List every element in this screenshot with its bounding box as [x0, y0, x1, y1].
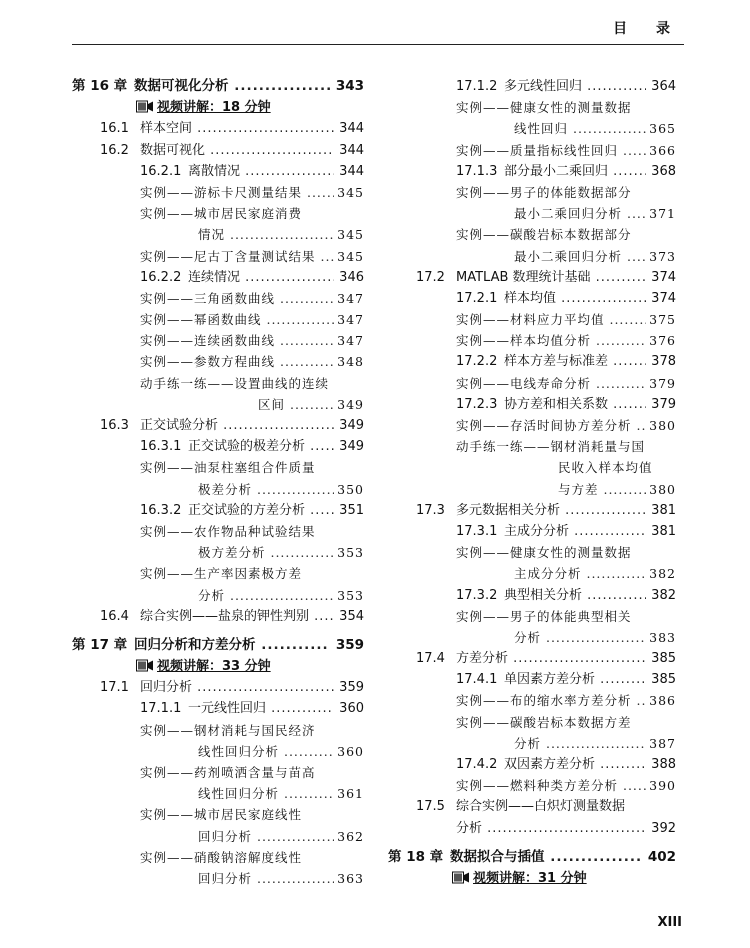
toc-example-entry	[388, 775, 676, 796]
subsection-number: 17.1.1	[140, 701, 182, 717]
page-ref: 343	[330, 76, 364, 97]
toc-example-entry	[388, 690, 676, 711]
entry-text: 实例——电线寿命分析	[456, 375, 592, 391]
toc-example-entry	[388, 542, 676, 563]
entry-text: 实例——男子的体能典型相关	[456, 608, 632, 624]
toc-example-entry	[388, 224, 676, 245]
entry-text: 区间	[258, 396, 286, 412]
page-ref: 360	[334, 741, 364, 762]
video-duration-label: 视频讲解：18 分钟	[157, 100, 271, 116]
toc-section-entry	[388, 267, 676, 288]
toc-example-entry	[388, 415, 676, 436]
chapter-title: 数据拟合与插值	[450, 848, 545, 865]
section-number: 17.1	[100, 680, 129, 696]
section-number: 17.5	[416, 799, 445, 815]
video-duration-label: 视频讲解：33 分钟	[157, 659, 271, 675]
subsection-number: 17.2.3	[456, 396, 498, 412]
entry-text: 极方差分析	[198, 545, 266, 561]
video-lecture-note	[72, 656, 364, 677]
section-title: 回归分析	[140, 680, 193, 696]
section-number: 17.4	[416, 651, 445, 667]
chapter-number: 第 18 章	[388, 848, 444, 865]
subsection-title: 正交试验的方差分析	[188, 502, 306, 518]
subsection-number: 17.4.1	[456, 672, 498, 688]
toc-example-entry	[72, 762, 364, 783]
toc-example-entry	[72, 521, 364, 542]
page-ref: 359	[330, 635, 364, 656]
toc-section-entry	[388, 500, 676, 521]
page-ref: 350	[334, 479, 364, 500]
subsection-title: 双因素方差分析	[504, 757, 596, 772]
section-number: 16.4	[100, 608, 129, 624]
page-ref: 381	[646, 521, 676, 542]
page-ref: 380	[646, 479, 676, 500]
chapter-gap	[72, 627, 364, 635]
entry-text: 实例——药剂喷洒含量与苗高	[140, 765, 316, 780]
toc-continuation-line	[388, 479, 676, 500]
section-number: 17.2	[416, 269, 445, 285]
toc-continuation-line	[72, 741, 364, 762]
toc-example-entry	[388, 712, 676, 733]
page-ref: 387	[646, 733, 676, 754]
subsection-title: 多元线性回归	[504, 79, 583, 94]
entry-text: 实例——油泵柱塞组合件质量	[140, 460, 316, 476]
page-ref: 381	[646, 500, 676, 521]
page-ref: 388	[646, 754, 676, 775]
toc-chapter-entry	[388, 847, 676, 868]
entry-text: 实例——男子的体能数据部分	[456, 184, 632, 200]
entry-text: 实例——样本均值分析	[456, 333, 592, 349]
entry-text: 实例——布的缩水率方差分析	[456, 693, 632, 709]
subsection-title: 样本均值	[504, 290, 557, 306]
toc-subsection-entry	[388, 521, 676, 542]
toc-example-entry	[388, 330, 676, 351]
entry-text: 分析	[514, 735, 542, 751]
entry-text: 实例——连续函数曲线	[140, 333, 276, 349]
page-ref: 374	[646, 288, 676, 309]
page-ref: 378	[646, 351, 676, 372]
entry-text: 实例——农作物品种试验结果	[140, 523, 316, 539]
toc-section-entry	[72, 606, 364, 627]
page-ref: 366	[646, 140, 676, 161]
video-duration-label: 视频讲解：31 分钟	[473, 870, 587, 886]
toc-subsection-entry	[388, 669, 676, 690]
page-ref: 376	[646, 330, 676, 351]
toc-continuation-line	[72, 479, 364, 500]
entry-text: 实例——存活时间协方差分析	[456, 418, 632, 433]
running-header-title: 目 录	[613, 21, 682, 37]
toc-example-entry	[72, 182, 364, 203]
toc-example-entry	[388, 606, 676, 627]
toc-subsection-entry	[72, 436, 364, 457]
toc-continuation-line	[72, 394, 364, 415]
toc-subsection-entry	[388, 76, 676, 97]
subsection-number: 17.1.2	[456, 79, 498, 94]
page-ref: 382	[646, 563, 676, 584]
entry-text: 实例——质量指标线性回归	[456, 142, 619, 158]
page-ref: 385	[646, 648, 676, 669]
toc-continuation-line	[388, 818, 676, 839]
page-ref: 349	[334, 415, 364, 436]
section-title: 综合实例——盐泉的钾性判别	[140, 608, 310, 624]
toc-section-entry	[388, 796, 676, 817]
entry-text: 分析	[456, 820, 483, 836]
subsection-title: 一元线性回归	[188, 701, 267, 717]
video-lecture-note	[388, 868, 676, 889]
page-ref: 351	[334, 500, 364, 521]
toc-example-entry	[388, 97, 676, 118]
entry-text: 实例——健康女性的测量数据	[456, 545, 632, 561]
entry-text: 实例——游标卡尺测量结果	[140, 184, 303, 200]
section-title: 正交试验分析	[140, 418, 219, 433]
page-ref: 347	[334, 288, 364, 309]
entry-text: 实例——材料应力平均值	[456, 312, 605, 328]
entry-text: 实例——城市居民家庭消费	[140, 206, 303, 222]
toc-continuation-line	[388, 457, 676, 478]
section-number: 17.3	[416, 502, 445, 518]
page-ref: 365	[646, 118, 676, 139]
page-ref: 359	[334, 677, 364, 698]
page-ref: 347	[334, 330, 364, 351]
page-number: XIII	[657, 915, 682, 930]
page-ref: 371	[646, 203, 676, 224]
toc-continuation-line	[72, 585, 364, 606]
toc-continuation-line	[388, 733, 676, 754]
entry-text: 主成分分析	[514, 566, 582, 582]
page-ref: 344	[334, 140, 364, 161]
video-icon	[452, 870, 470, 883]
chapter-number: 第 17 章	[72, 636, 128, 653]
toc-subsection-entry	[388, 351, 676, 372]
entry-text: 最小二乘回归分析	[514, 248, 623, 264]
entry-text: 实例——健康女性的测量数据	[456, 100, 632, 116]
toc-section-entry	[72, 415, 364, 436]
toc-continuation-line	[72, 783, 364, 804]
toc-example-entry	[72, 457, 364, 478]
entry-text: 与方差	[558, 481, 599, 497]
video-lecture-note	[72, 97, 364, 118]
entry-text: 实例——尼古丁含量测试结果	[140, 248, 316, 264]
page-ref: 379	[646, 373, 676, 394]
page-ref: 349	[334, 436, 364, 457]
toc-example-entry	[388, 140, 676, 161]
page-ref: 344	[334, 118, 364, 139]
toc-section-entry	[72, 118, 364, 139]
subsection-title: 协方差和相关系数	[504, 396, 609, 412]
toc-continuation-line	[388, 118, 676, 139]
toc-example-entry	[72, 288, 364, 309]
entry-text: 实例——碳酸岩标本数据部分	[456, 227, 632, 243]
video-icon	[136, 99, 154, 112]
toc-left-column	[72, 76, 364, 889]
subsection-title: 连续情况	[188, 269, 241, 285]
page-ref: 362	[334, 826, 364, 847]
entry-text: 线性回归分析	[198, 743, 280, 759]
subsection-number: 16.3.2	[140, 502, 182, 518]
entry-text: 线性回归分析	[198, 786, 280, 802]
chapter-number: 第 16 章	[72, 78, 128, 94]
subsection-title: 部分最小二乘回归	[504, 163, 609, 179]
section-title: 样本空间	[140, 121, 193, 137]
page-ref: 346	[334, 267, 364, 288]
subsection-title: 典型相关分析	[504, 587, 583, 603]
toc-example-entry	[72, 563, 364, 584]
entry-text: 动手练一练——设置曲线的连续	[140, 375, 330, 391]
toc-example-entry	[72, 373, 364, 394]
page-ref: 348	[334, 351, 364, 372]
toc-example-entry	[72, 351, 364, 372]
chapter-title: 数据可视化分析	[134, 78, 229, 94]
page-ref: 364	[646, 76, 676, 97]
subsection-number: 17.2.2	[456, 354, 498, 370]
page-ref: 354	[334, 606, 364, 627]
page-ref: 345	[334, 182, 364, 203]
page-ref: 363	[334, 868, 364, 889]
page-ref: 379	[646, 394, 676, 415]
page-ref: 345	[334, 224, 364, 245]
entry-text: 线性回归	[514, 121, 569, 137]
page-ref: 392	[646, 818, 676, 839]
toc-chapter-entry	[72, 635, 364, 656]
page-ref: 380	[646, 415, 676, 436]
toc-example-entry	[388, 373, 676, 394]
entry-text: 实例——钢材消耗与国民经济	[140, 722, 316, 738]
toc-chapter-entry	[72, 76, 364, 97]
subsection-title: 正交试验的极差分析	[188, 439, 306, 455]
toc-example-entry	[72, 309, 364, 330]
page-ref: 374	[646, 267, 676, 288]
toc-subsection-entry	[388, 585, 676, 606]
entry-text: 回归分析	[198, 828, 253, 844]
entry-text: 实例——生产率因素极方差	[140, 566, 303, 582]
entry-text: 情况	[198, 227, 226, 243]
toc-subsection-entry	[388, 288, 676, 309]
toc-example-entry	[72, 246, 364, 267]
page-ref: 386	[646, 690, 676, 711]
toc-continuation-line	[72, 224, 364, 245]
page-ref: 373	[646, 246, 676, 267]
section-title: 数据可视化	[140, 142, 206, 158]
toc-example-entry	[72, 203, 364, 224]
chapter-gap	[388, 839, 676, 847]
toc-continuation-line	[388, 203, 676, 224]
toc-subsection-entry	[72, 698, 364, 719]
entry-text: 分析	[514, 629, 542, 645]
entry-text: 实例——幂函数曲线	[140, 312, 262, 328]
entry-text: 分析	[198, 587, 226, 603]
subsection-number: 17.3.2	[456, 587, 498, 603]
entry-text: 实例——三角函数曲线	[140, 290, 276, 306]
entry-text: 民收入样本均值	[558, 460, 653, 476]
toc-continuation-line	[388, 563, 676, 584]
section-number: 16.2	[100, 142, 129, 158]
subsection-number: 17.2.1	[456, 290, 498, 306]
subsection-number: 17.3.1	[456, 523, 498, 539]
page-ref: 353	[334, 542, 364, 563]
entry-text: 回归分析	[198, 870, 253, 886]
subsection-title: 离散情况	[188, 163, 241, 179]
subsection-number: 16.2.1	[140, 163, 182, 179]
subsection-title: 主成分分析	[504, 523, 570, 539]
page-ref: 368	[646, 161, 676, 182]
toc-example-entry	[388, 182, 676, 203]
page-ref: 349	[334, 394, 364, 415]
toc-example-entry	[72, 804, 364, 825]
page-ref: 344	[334, 161, 364, 182]
page-ref: 360	[334, 698, 364, 719]
entry-text: 实例——城市居民家庭线性	[140, 807, 303, 823]
subsection-title: 样本方差与标准差	[504, 354, 609, 370]
page-ref: 382	[646, 585, 676, 606]
subsection-number: 16.3.1	[140, 439, 182, 455]
toc-continuation-line	[72, 826, 364, 847]
page-ref: 347	[334, 309, 364, 330]
toc-subsection-entry	[72, 161, 364, 182]
chapter-title: 回归分析和方差分析	[134, 636, 256, 653]
section-title: 多元数据相关分析	[456, 502, 561, 518]
section-title: 方差分析	[456, 651, 509, 667]
toc-subsection-entry	[388, 161, 676, 182]
page-ref: 385	[646, 669, 676, 690]
header-rule	[72, 44, 684, 45]
entry-text: 动手练一练——钢材消耗量与国	[456, 439, 646, 455]
section-title: MATLAB 数理统计基础	[456, 269, 591, 285]
entry-text: 实例——硝酸钠溶解度线性	[140, 849, 303, 865]
toc-section-entry	[72, 140, 364, 161]
toc-section-entry	[388, 648, 676, 669]
subsection-number: 17.4.2	[456, 757, 498, 772]
subsection-number: 17.1.3	[456, 163, 498, 179]
section-number: 16.3	[100, 418, 129, 433]
toc-subsection-entry	[72, 267, 364, 288]
toc-example-entry	[388, 309, 676, 330]
section-number: 16.1	[100, 121, 129, 137]
subsection-number: 16.2.2	[140, 269, 182, 285]
toc-right-column	[388, 76, 676, 889]
entry-text: 实例——碳酸岩标本数据方差	[456, 714, 632, 730]
page-ref: 402	[642, 847, 676, 868]
toc-subsection-entry	[388, 394, 676, 415]
page-ref: 353	[334, 585, 364, 606]
toc-example-entry	[72, 847, 364, 868]
toc-example-entry	[388, 436, 676, 457]
toc-example-entry	[72, 720, 364, 741]
toc-continuation-line	[72, 868, 364, 889]
page-ref: 375	[646, 309, 676, 330]
page-ref: 361	[334, 783, 364, 804]
subsection-title: 单因素方差分析	[504, 672, 596, 688]
video-icon	[136, 658, 154, 671]
toc-example-entry	[72, 330, 364, 351]
section-title: 综合实例——白炽灯测量数据	[456, 799, 626, 815]
toc-section-entry	[72, 677, 364, 698]
page-ref: 345	[334, 246, 364, 267]
toc-continuation-line	[388, 627, 676, 648]
entry-text: 极差分析	[198, 481, 253, 497]
toc-continuation-line	[388, 246, 676, 267]
toc-subsection-entry	[72, 500, 364, 521]
entry-text: 最小二乘回归分析	[514, 206, 623, 222]
entry-text: 实例——参数方程曲线	[140, 354, 276, 370]
page-ref: 390	[646, 775, 676, 796]
toc-subsection-entry	[388, 754, 676, 775]
page-ref: 383	[646, 627, 676, 648]
toc-continuation-line	[72, 542, 364, 563]
entry-text: 实例——燃料种类方差分析	[456, 778, 619, 794]
